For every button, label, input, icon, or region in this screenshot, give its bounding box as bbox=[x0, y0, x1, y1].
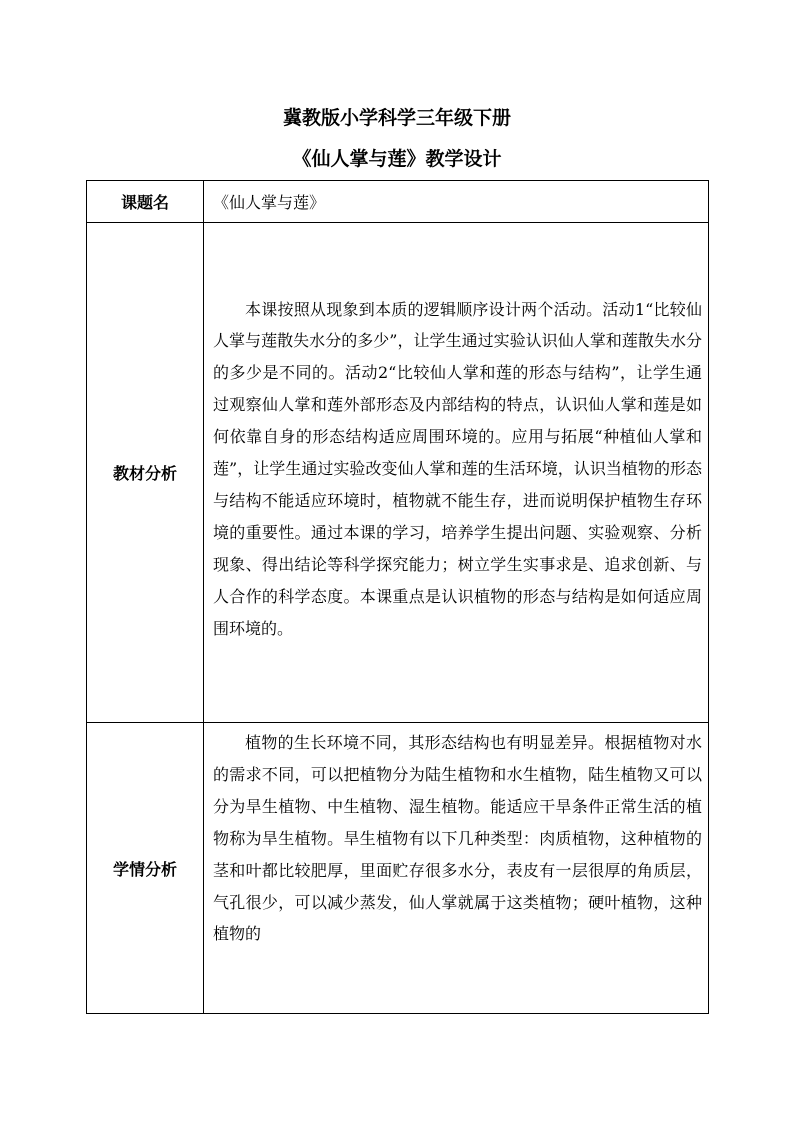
table-row-topic bbox=[87, 181, 709, 223]
document-subtitle: 《仙人掌与莲》教学设计 bbox=[292, 148, 502, 170]
table-row-material-analysis bbox=[87, 223, 709, 723]
material-analysis-text: 本课按照从现象到本质的逻辑顺序设计两个活动。活动1“比较仙人掌与莲散失水分的多少”，让学生通过实验认识仙人掌和莲散失水分的多少是不同的。活动2“比较仙人掌和莲的形态与结构”，让学生通过观察仙人掌和莲外部形态及内部结构的特点，认识仙人掌和莲是如何依靠自身的形态结构适应周围环境的。应用与拓展“种植仙人掌和莲”，让学生通过实验改变仙人掌和莲的生活环境，认识当植物的形态与结构不能适应环境时，植物就不能生存，进而说明保护植物生存环境的重要性。通过本课的学习，培养学生提出问题、实验观察、分析现象、得出结论等科学探究能力；树立学生实事求是、追求创新、与人合作的科学态度。本课重点是认识植物的形态与结构是如何适应周围环境的。 bbox=[213, 299, 702, 638]
table-row-student-analysis bbox=[87, 723, 709, 1014]
row-value-topic: 《仙人掌与莲》 bbox=[204, 181, 709, 223]
row-label-topic: 课题名 bbox=[87, 181, 204, 223]
row-label-student-analysis: 学情分析 bbox=[87, 723, 204, 1014]
document-title: 冀教版小学科学三年级下册 bbox=[282, 107, 511, 129]
row-label-material-analysis: 教材分析 bbox=[87, 223, 204, 723]
row-cell-material-analysis bbox=[204, 223, 709, 723]
student-analysis-text: 植物的生长环境不同，其形态结构也有明显差异。根据植物对水的需求不同，可以把植物分为陆生植物和水生植物，陆生植物又可以分为旱生植物、中生植物、湿生植物。能适应干旱条件正常生活的植物称为旱生植物。旱生植物有以下几种类型：肉质植物，这种植物的茎和叶都比较肥厚，里面贮存很多水分，表皮有一层很厚的角质层，气孔很少，可以减少蒸发，仙人掌就属于这类植物；硬叶植物，这种植物的 bbox=[213, 733, 702, 944]
row-cell-student-analysis bbox=[204, 723, 709, 1014]
lesson-design-table bbox=[86, 180, 709, 1014]
